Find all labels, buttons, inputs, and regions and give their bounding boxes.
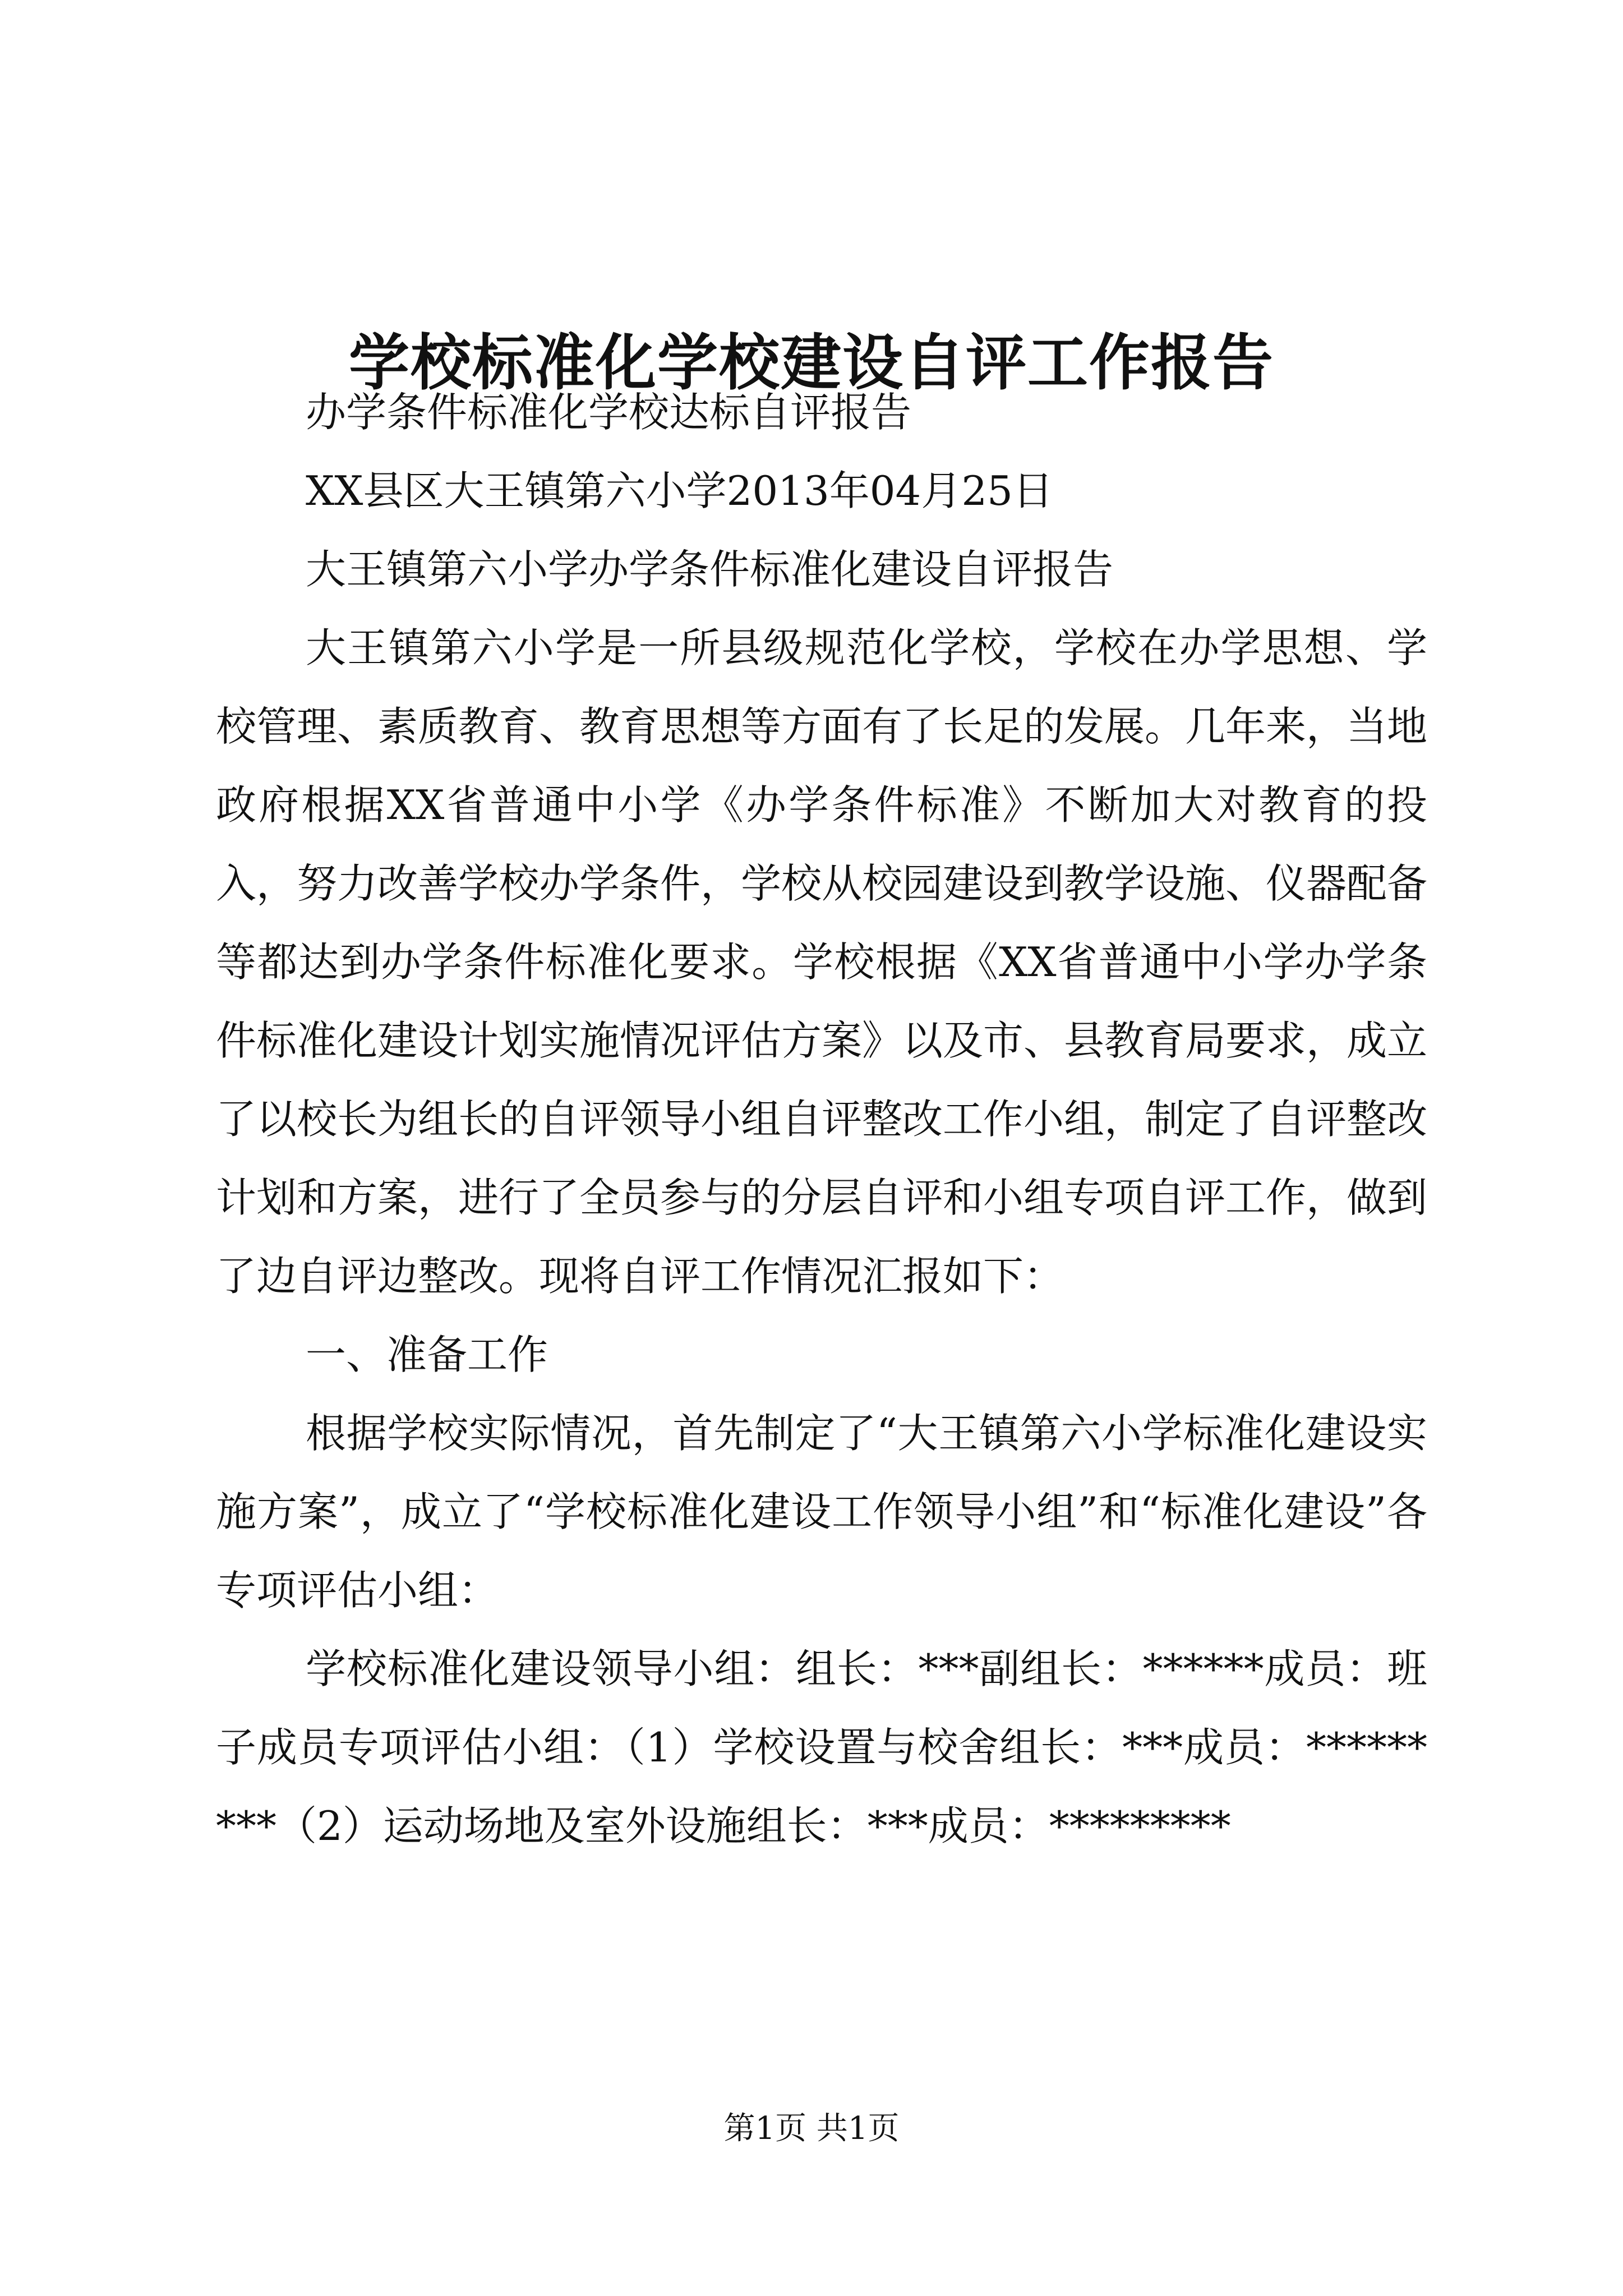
paragraph-preparation: 根据学校实际情况，首先制定了“大王镇第六小学标准化建设实施方案”，成立了“学校标准化建设工作领导小组”和“标准化建设”各专项评估小组： [216,1410,1427,1614]
document-title: 学校标准化学校建设自评工作报告 [348,328,1274,399]
paragraph-subtitle: 办学条件标准化学校达标自评报告 [306,389,912,436]
document-body [216,373,1427,1865]
page-footer: 第1页 共1页 [723,2110,900,2147]
paragraph-introduction: 大王镇第六小学是一所县级规范化学校，学校在办学思想、学校管理、素质教育、教育思想等方面有了长足的发展。几年来，当地政府根据XX省普通中小学《办学条件标准》不断加大对教育的投入，努力改善学校办学条件，学校从校园建设到教学设施、仪器配备等都达到办学条件标准化要求。学校根据《XX省普通中小学办学条件标准化建设计划实施情况评估方案》以及市、县教育局要求，成立了以校长为组长的自评领导小组自评整改工作小组，制定了自评整改计划和方案，进行了全员参与的分层自评和小组专项自评工作，做到了边自评边整改。现将自评工作情况汇报如下： [216,624,1428,1300]
paragraph-report-heading: 大王镇第六小学办学条件标准化建设自评报告 [306,546,1114,593]
paragraph-school-date: XX县区大王镇第六小学2013年04月25日 [306,467,1053,514]
paragraph-leadership-group: 学校标准化建设领导小组：组长：***副组长：******成员：班子成员专项评估小组：（1）学校设置与校舍组长：***成员：*********（2）运动场地及室外设施组长：***成员：********* [216,1645,1427,1849]
section-heading-preparation: 一、准备工作 [306,1331,548,1378]
